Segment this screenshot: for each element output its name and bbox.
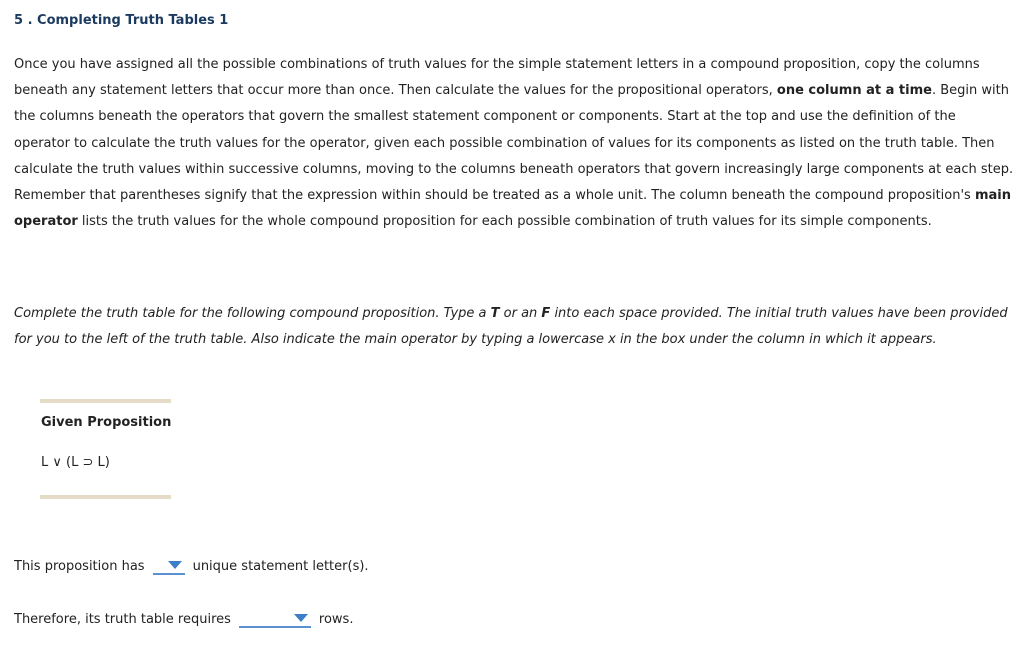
instructions-paragraph [14, 301, 1022, 353]
proposition-formula: L ∨ (L ⊃ L) [41, 455, 110, 470]
intro-text-3: lists the truth values for the whole compound proposition for each possible combination of truth values for its simple components. [77, 214, 932, 230]
question2-before: Therefore, its truth table requires [14, 611, 231, 627]
proposition-top-rule [40, 399, 171, 403]
rows-dropdown[interactable] [239, 610, 311, 628]
question-unique-letters [14, 557, 369, 575]
proposition-bottom-rule [40, 495, 171, 499]
proposition-heading: Given Proposition [41, 415, 172, 430]
question1-after: unique statement letter(s). [192, 558, 369, 574]
intro-text-1: Once you have assigned all the possible combinations of truth values for the simple statement letters in a compound proposition, copy the columns beneath any statement letters that occur more than once. Then calculate the values for the propositional operators, [14, 57, 980, 99]
instructions-f: F [541, 306, 551, 321]
instructions-text-3: into each space provided. The initial truth values have been provided for you to the left of the truth table. Also indicate the main operator by typing a lowercase x in the box under the column in which it appears. [14, 306, 1008, 348]
intro-bold-2: main operator [14, 188, 1011, 230]
instructions-text-1: Complete the truth table for the following compound proposition. Type a [14, 306, 491, 321]
question2-after: rows. [318, 611, 354, 627]
caret-down-icon [294, 614, 308, 622]
question-rows [14, 610, 353, 628]
intro-text-2: . Begin with the columns beneath the operators that govern the smallest statement component or components. Start at the top and use the definition of the operator to calculate the truth values for the operator, given each possible combination of values for its components as listed on the truth table. Then calculate the truth values within successive columns, moving to the columns beneath operators that govern increasingly large components at each step. Remember that parentheses signify that the expression within should be treated as a whole unit. The column beneath the compound proposition's [14, 83, 1014, 204]
instructions-t: T [490, 306, 500, 321]
question1-before: This proposition has [14, 558, 145, 574]
page-title: 5 . Completing Truth Tables 1 [14, 13, 229, 28]
unique-letters-dropdown[interactable] [153, 557, 185, 575]
intro-paragraph [14, 52, 1014, 235]
instructions-text-2: or an [499, 306, 542, 321]
caret-down-icon [168, 561, 182, 569]
given-proposition-box [40, 399, 171, 501]
intro-bold-1: one column at a time [776, 83, 932, 99]
